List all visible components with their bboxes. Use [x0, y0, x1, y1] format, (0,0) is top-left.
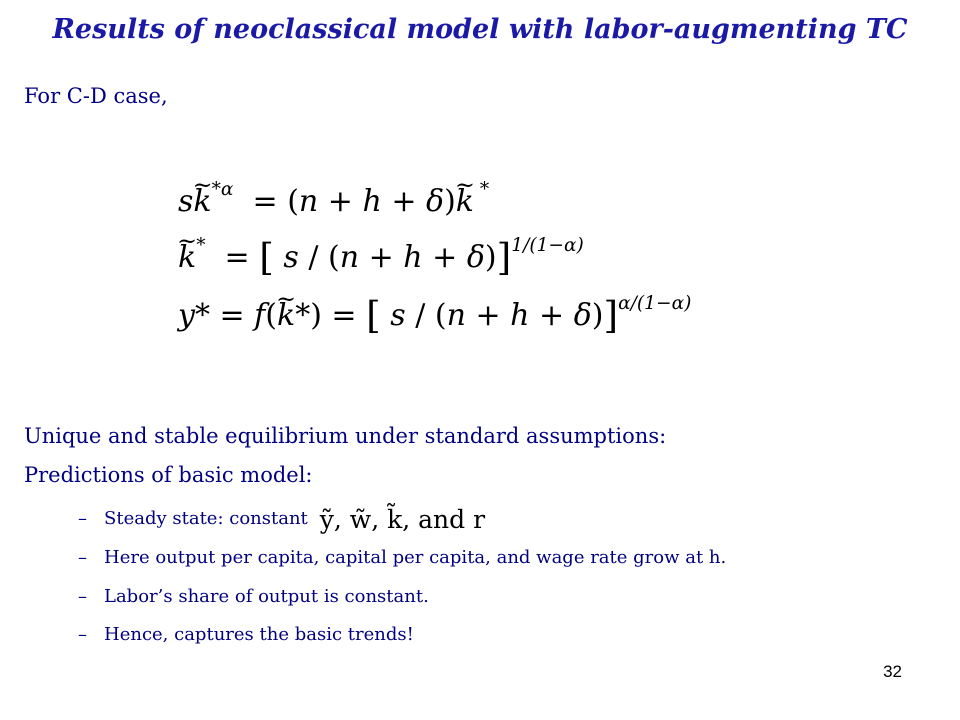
bullet-labor-share	[78, 586, 429, 607]
equilibrium-text: Unique and stable equilibrium under standard assumptions:	[24, 424, 667, 448]
bullet-text: Here output per capita, capital per capita, and wage rate grow at h.	[104, 547, 727, 568]
bullet-text: Labor’s share of output is constant.	[104, 586, 429, 607]
slide-title: Results of neoclassical model with labor-augmenting TC	[52, 14, 908, 45]
bullet-dash: –	[78, 508, 87, 529]
equation-3: y* = f(~ k*) = [ s / (n + h + δ)]$^{\alpha/(1-\alpha)}$	[178, 293, 691, 337]
bullet-growth	[78, 547, 726, 568]
bullet-dash: –	[78, 586, 87, 607]
bullet-text: Steady state: constant	[104, 508, 308, 529]
bullet-steady-state	[78, 505, 485, 534]
steady-state-variables: ỹ, w̃, k̃, and r	[319, 505, 486, 534]
page-number: 32	[883, 662, 902, 681]
bullet-trends	[78, 624, 414, 645]
bullet-dash: –	[78, 624, 87, 645]
bullet-dash: –	[78, 547, 87, 568]
predictions-heading: Predictions of basic model:	[24, 463, 313, 487]
equation-1: s~ $k^{*\alpha} = (n + h$ + δ)~ k *	[178, 179, 489, 219]
equation-block	[178, 163, 692, 348]
equation-2: ~ k* = [ s / (n + h + δ)]$^{1/(1-\alpha)}$	[178, 235, 584, 279]
bullet-text: Hence, captures the basic trends!	[104, 624, 414, 645]
intro-text: For C-D case,	[24, 84, 168, 108]
